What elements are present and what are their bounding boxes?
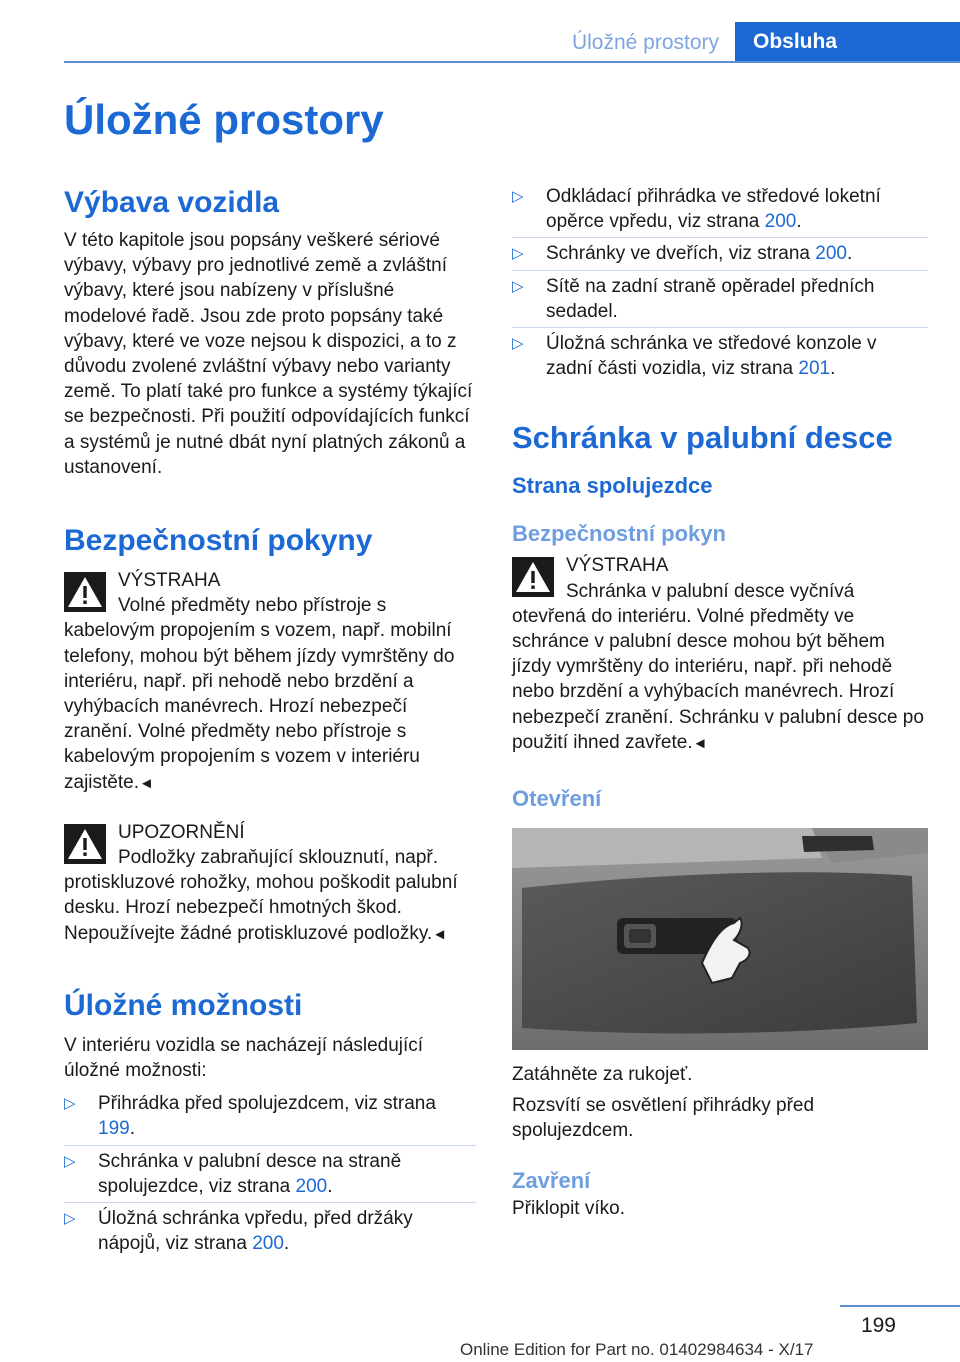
page-link[interactable]: 200 bbox=[815, 243, 847, 265]
bullet-triangle-icon: ▷ bbox=[512, 277, 524, 295]
glovebox-heading: Schránka v palubní desce bbox=[512, 420, 893, 456]
warning-block bbox=[64, 568, 476, 796]
bullet-triangle-icon: ▷ bbox=[512, 335, 524, 353]
list-item: ▷ Úložná schránka ve středové konzole v zadní části vozidla, viz strana 201. bbox=[512, 331, 928, 381]
bullet-triangle-icon: ▷ bbox=[64, 1152, 76, 1170]
notice-title: UPOZORNĚNÍ bbox=[118, 821, 245, 843]
list-item: ▷ Úložná schránka vpředu, před držáky nápojů, viz strana 200. bbox=[64, 1206, 476, 1256]
close-text: Přiklopit víko. bbox=[512, 1197, 625, 1219]
warning-text: Schránka v palubní desce vyčnívá otevřená do interiéru. Volné předměty ve schránce v palubní desce mohou být během jízdy vymrštěny do interiéru, např. při nehodě nebo brzdění a vyhýbacích manévrech. Hrozí nebezpečí zranění. Schránku v palubní desce po použití ihned zavřete. bbox=[512, 580, 924, 753]
equipment-text: V této kapitole jsou popsány veškeré sériové výbavy, výbavy pro jednotlivé země a zvláštní výbavy, které jsou nabízeny v příslušné modelové řadě. Jsou zde proto popsány také výbavy, které ve voze nejsou k dispozici, a to z důvodu zvolené zvláštní výbavy nebo varianty země. To platí také pro funkce a systémy týkající se bezpečnosti. Při použití odpovídajících funkcí a systémů je nutné dbát nyní platných zákonů a ustanovení. bbox=[64, 230, 473, 478]
bullet-triangle-icon: ▷ bbox=[64, 1095, 76, 1113]
options-list bbox=[64, 1091, 476, 1256]
end-mark: ◄ bbox=[692, 734, 708, 752]
list-item: ▷ Schránka v palubní desce na straně spolujezdce, viz strana 200. bbox=[64, 1149, 476, 1199]
open-text-1: Zatáhněte za rukojeť. bbox=[512, 1064, 693, 1086]
equipment-heading: Výbava vozidla bbox=[64, 186, 280, 219]
page-link[interactable]: 199 bbox=[98, 1118, 130, 1140]
header-section-title: Úložné prostory bbox=[571, 31, 719, 54]
glovebox-warning-block bbox=[512, 553, 928, 756]
list-item: ▷ Přihrádka před spolujezdcem, viz strana 199. bbox=[64, 1093, 436, 1140]
safety-note-heading: Bezpečnostní pokyn bbox=[512, 521, 726, 547]
page-link[interactable]: 201 bbox=[798, 358, 831, 380]
close-heading: Zavření bbox=[512, 1167, 591, 1193]
warning-triangle-icon bbox=[512, 557, 554, 597]
left-column bbox=[64, 184, 476, 1257]
options-heading: Úložné možnosti bbox=[64, 988, 303, 1022]
storage-list bbox=[512, 184, 928, 381]
passenger-side-heading: Strana spolujezdce bbox=[512, 473, 713, 499]
warning-title: VÝSTRAHA bbox=[118, 570, 221, 592]
bullet-triangle-icon: ▷ bbox=[64, 1210, 76, 1228]
header-chapter-tab: Obsluha bbox=[735, 22, 960, 62]
page-number: 199 bbox=[860, 1314, 896, 1337]
bullet-triangle-icon: ▷ bbox=[512, 245, 524, 263]
footer-edition: Online Edition for Part no. 01402984634 - X/17 bbox=[460, 1340, 814, 1359]
open-heading: Otevření bbox=[512, 786, 602, 812]
list-item: ▷ Schránky ve dveřích, viz strana 200. bbox=[512, 241, 928, 266]
glovebox-photo bbox=[512, 828, 928, 1050]
header-rule bbox=[64, 61, 960, 63]
notice-text: Podložky zabraňující sklouznutí, např. protiskluzové rohožky, mohou poškodit palubní desku. Hrozí nebezpečí hmotných škod. Nepoužívejte žádné protiskluzové podložky. bbox=[64, 847, 458, 944]
page-link[interactable]: 200 bbox=[764, 211, 797, 233]
page-title: Úložné prostory bbox=[64, 96, 384, 143]
page-link[interactable]: 200 bbox=[295, 1175, 328, 1197]
end-mark: ◄ bbox=[432, 925, 448, 943]
warning-triangle-icon bbox=[64, 572, 106, 612]
end-mark: ◄ bbox=[138, 774, 154, 792]
notice-triangle-icon bbox=[64, 824, 106, 864]
page-number-rule bbox=[840, 1305, 960, 1307]
page-link[interactable]: 200 bbox=[252, 1233, 284, 1255]
safety-heading: Bezpečnostní pokyny bbox=[64, 524, 373, 558]
warning-text: Volné předměty nebo přístroje s kabelovým propojením s vozem, např. mobilní telefony, mohou být během jízdy vymrštěny do interiéru, např. při nehodě nebo brzdění a vyhýbacích manévrech. Hrozí nebezpečí zranění. Volné předměty nebo přístroje s kabelovým propojením s vozem v interiéru zajistěte. bbox=[64, 595, 455, 793]
list-item: ▷ Odkládací přihrádka ve středové loketní opěrce vpředu, viz strana 200. bbox=[512, 186, 881, 233]
warning-title: VÝSTRAHA bbox=[566, 555, 669, 577]
open-text-2: Rozsvítí se osvětlení přihrádky před spolujezdcem. bbox=[512, 1095, 815, 1142]
right-column bbox=[512, 184, 928, 1221]
options-intro: V interiéru vozidla se nacházejí následující úložné možnosti: bbox=[64, 1034, 424, 1082]
list-item: ▷ Sítě na zadní straně opěradel předních sedadel. bbox=[512, 274, 928, 324]
bullet-triangle-icon: ▷ bbox=[512, 188, 524, 205]
notice-block bbox=[64, 820, 476, 947]
